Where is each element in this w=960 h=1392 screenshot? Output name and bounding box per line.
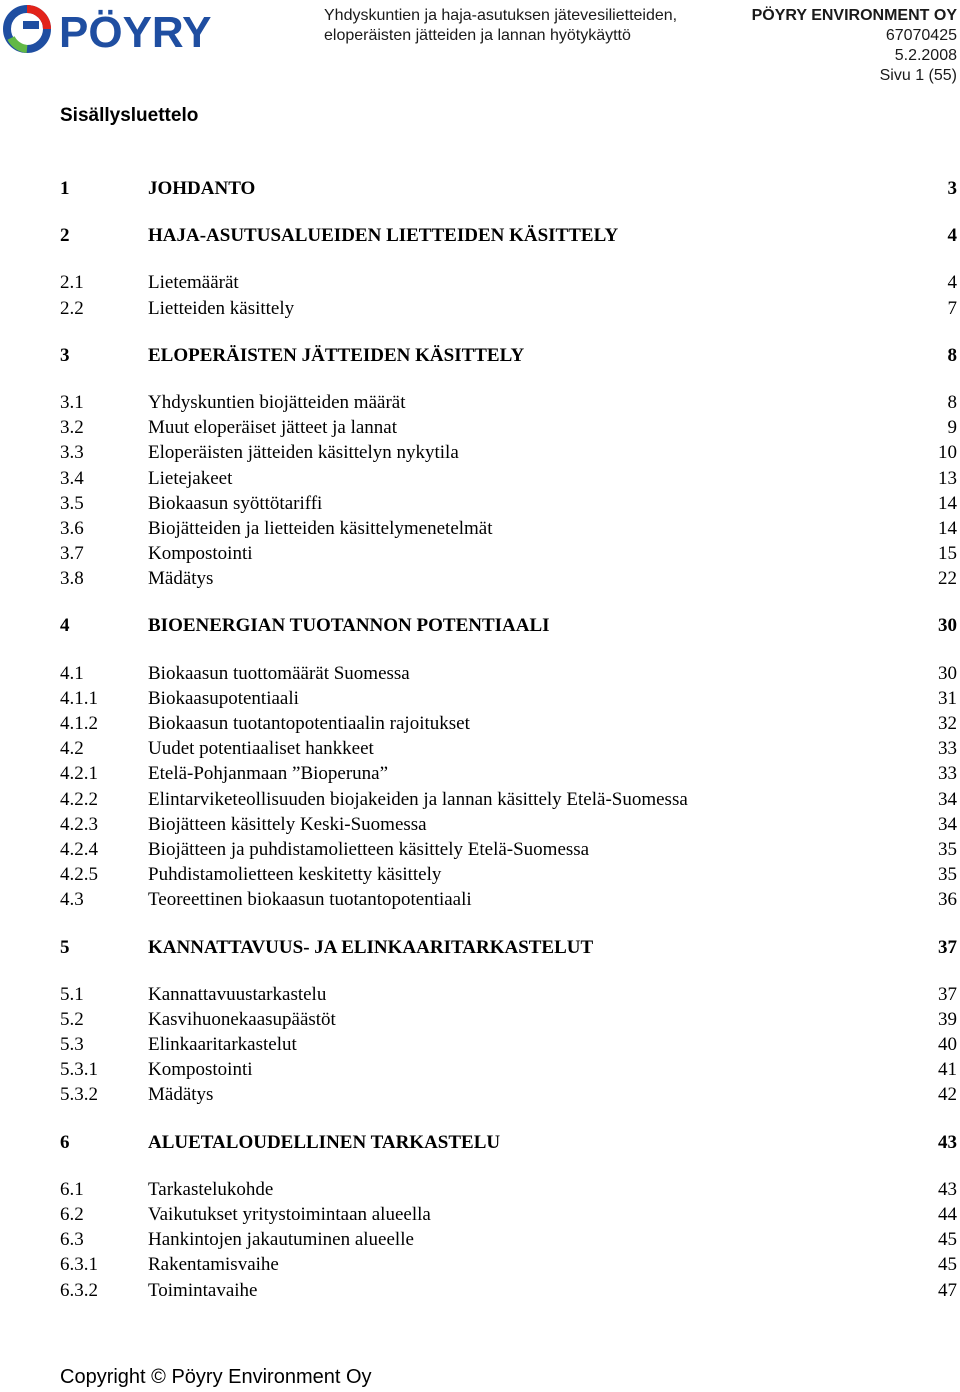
toc-section-entry[interactable] [60, 466, 957, 491]
logo-wordmark: PÖYRY [59, 8, 212, 54]
toc-entry-num: 5.3.2 [60, 1084, 98, 1106]
toc-entry-page: 37 [938, 983, 957, 1005]
toc-entry-page: 9 [947, 417, 957, 439]
toc-entry-title: Biokaasun tuottomäärät Suomessa [148, 662, 410, 684]
toc-entry-title: Etelä-Pohjanmaan ”Bioperuna” [148, 763, 389, 785]
toc-entry-page: 43 [938, 1131, 957, 1153]
toc-entry-page: 15 [938, 543, 957, 565]
toc-entry-num: 4.1.1 [60, 687, 98, 709]
toc-heading: Sisällysluettelo [60, 105, 199, 126]
toc-entry-num: 5 [60, 936, 70, 958]
toc-entry-page: 33 [938, 763, 957, 785]
toc-entry-title: Biojätteen ja puhdistamolietteen käsittely Etelä-Suomessa [148, 838, 590, 860]
toc-entry-title: Lietemäärät [148, 272, 239, 294]
toc-entry-title: Biojätteen käsittely Keski-Suomessa [148, 813, 427, 835]
toc-entry-page: 3 [947, 178, 957, 199]
toc-entry-title: Biokaasun syöttötariffi [148, 492, 323, 514]
toc-chapter-entry[interactable] [60, 1130, 957, 1155]
toc-entry-title: ALUETALOUDELLINEN TARKASTELU [148, 1131, 501, 1153]
toc-entry-page: 39 [938, 1008, 957, 1030]
toc-section-entry[interactable] [60, 1177, 957, 1202]
document-date: 5.2.2008 [894, 47, 957, 64]
poyry-logo [3, 4, 243, 54]
toc-entry-num: 4.2.2 [60, 788, 98, 810]
toc-section-entry[interactable] [60, 736, 957, 761]
toc-entry-num: 4.1 [60, 662, 84, 684]
toc-entry-num: 5.2 [60, 1008, 84, 1030]
toc-entry-page: 35 [938, 838, 957, 860]
toc-section-entry[interactable] [60, 787, 957, 812]
toc-entry-page: 35 [938, 864, 957, 886]
toc-chapter-entry[interactable] [60, 176, 957, 201]
toc-entry-num: 3.6 [60, 517, 84, 539]
header-meta [752, 6, 957, 86]
toc-entry-title: Vaikutukset yritystoimintaan alueella [148, 1204, 431, 1225]
toc-entry-title: Teoreettinen biokaasun tuotantopotentiaali [148, 889, 472, 911]
toc-entry-title: Toimintavaihe [148, 1279, 258, 1301]
toc-entry-num: 1 [60, 178, 70, 199]
toc-entry-title: Uudet potentiaaliset hankkeet [148, 738, 374, 760]
toc-section-entry[interactable] [60, 686, 957, 711]
toc-entry-page: 33 [938, 738, 957, 760]
toc-entry-page: 36 [938, 889, 957, 911]
toc-entry-num: 2 [60, 225, 70, 247]
toc-entry-title: Eloperäisten jätteiden käsittelyn nykytila [148, 442, 459, 464]
toc-entry-title: Yhdyskuntien biojätteiden määrät [148, 391, 406, 413]
toc-entry-page: 45 [938, 1254, 957, 1276]
toc-entry-page: 14 [938, 517, 957, 539]
toc-entry-title: Kompostointi [148, 543, 253, 565]
toc-entry-title: Kompostointi [148, 1059, 253, 1081]
document-title-line-1: Yhdyskuntien ja haja-asutuksen jätevesilietteiden, [324, 7, 678, 24]
toc-entry-page: 42 [938, 1084, 957, 1106]
toc-section-entry[interactable] [60, 566, 957, 591]
toc-entry-title: Muut eloperäiset jätteet ja lannat [148, 417, 398, 439]
toc-entry-num: 6 [60, 1131, 70, 1153]
toc-entry-num: 4.2.5 [60, 864, 98, 886]
poyry-logo-mark [3, 4, 243, 54]
toc-section-entry[interactable] [60, 661, 957, 686]
toc-entry-page: 8 [947, 344, 957, 366]
toc-entry-num: 3 [60, 344, 70, 366]
toc-entry-num: 6.3.1 [60, 1254, 98, 1276]
toc-entry-title: KANNATTAVUUS- JA ELINKAARITARKASTELUT [148, 936, 594, 958]
toc-chapter-entry[interactable] [60, 343, 957, 368]
toc-entry-page: 7 [947, 297, 957, 319]
toc-section-entry[interactable] [60, 491, 957, 516]
toc-entry-num: 2.1 [60, 272, 84, 294]
toc-entry-page: 4 [947, 225, 957, 247]
toc-chapter-entry[interactable] [60, 613, 957, 638]
toc-entry-title: JOHDANTO [148, 178, 256, 199]
toc-entry-page: 34 [938, 813, 957, 835]
toc-entry-num: 3.1 [60, 391, 84, 413]
toc-entry-page: 44 [938, 1204, 957, 1225]
toc-entry-page: 32 [938, 713, 957, 734]
toc-section-entry[interactable] [60, 1007, 957, 1032]
toc-entry-num: 4.2 [60, 738, 84, 760]
project-number: 67070425 [885, 27, 957, 44]
toc-section-entry[interactable] [60, 1252, 957, 1277]
toc-entry-num: 5.3 [60, 1034, 84, 1056]
toc-entry-num: 6.1 [60, 1178, 84, 1200]
toc-entry-num: 6.2 [60, 1204, 84, 1225]
toc-chapter-entry[interactable] [60, 935, 957, 960]
toc-section-entry[interactable] [60, 1082, 957, 1107]
toc-entry-page: 4 [947, 272, 957, 294]
toc-entry-title: Tarkastelukohde [148, 1178, 274, 1200]
copyright-footer: Copyright © Pöyry Environment Oy [60, 1366, 372, 1388]
toc-entry-num: 3.4 [60, 467, 84, 489]
toc-entry-page: 37 [938, 936, 957, 958]
toc-entry-title: Mädätys [148, 568, 214, 590]
company-name: PÖYRY ENVIRONMENT OY [751, 7, 957, 24]
toc-entry-page: 41 [938, 1059, 957, 1081]
toc-entry-title: Biokaasun tuotantopotentiaalin rajoitukset [148, 713, 470, 734]
toc-section-entry[interactable] [60, 1278, 957, 1303]
toc-entry-title: BIOENERGIAN TUOTANNON POTENTIAALI [148, 615, 550, 637]
toc-section-entry[interactable] [60, 516, 957, 541]
toc-section-entry[interactable] [60, 837, 957, 862]
toc-entry-page: 22 [938, 568, 957, 590]
toc-section-entry[interactable] [60, 1057, 957, 1082]
toc-section-entry[interactable] [60, 270, 957, 295]
toc-section-entry[interactable] [60, 296, 957, 321]
toc-entry-num: 2.2 [60, 297, 84, 319]
toc-entry-title: Kasvihuonekaasupäästöt [148, 1008, 336, 1030]
toc-entry-num: 3.7 [60, 543, 84, 565]
document-title [324, 6, 677, 46]
toc-entry-title: Elinkaaritarkastelut [148, 1034, 297, 1056]
toc-entry-num: 4.2.1 [60, 763, 98, 785]
toc-entry-page: 43 [938, 1178, 957, 1200]
toc-entry-page: 30 [938, 615, 957, 637]
toc-section-entry[interactable] [60, 1202, 957, 1227]
toc-entry-num: 6.3.2 [60, 1279, 98, 1301]
toc-entry-page: 40 [938, 1034, 957, 1056]
toc-entry-title: ELOPERÄISTEN JÄTTEIDEN KÄSITTELY [148, 344, 525, 366]
toc-entry-title: Mädätys [148, 1084, 214, 1106]
toc-entry-page: 14 [938, 492, 957, 514]
toc-entry-title: Lietejakeet [148, 467, 233, 489]
toc-entry-num: 4.2.3 [60, 813, 98, 835]
toc-section-entry[interactable] [60, 982, 957, 1007]
toc-section-entry[interactable] [60, 887, 957, 912]
toc-section-entry[interactable] [60, 711, 957, 736]
toc-entry-num: 6.3 [60, 1229, 84, 1251]
page-number: Sivu 1 (55) [879, 67, 957, 84]
toc-section-entry[interactable] [60, 1227, 957, 1252]
toc-section-entry[interactable] [60, 761, 957, 786]
toc-entry-title: HAJA-ASUTUSALUEIDEN LIETTEIDEN KÄSITTELY [148, 225, 619, 247]
toc-entry-page: 13 [938, 467, 957, 489]
toc-entry-title: Elintarviketeollisuuden biojakeiden ja lannan käsittely Etelä-Suomessa [148, 788, 688, 810]
toc-entry-page: 10 [938, 442, 957, 464]
toc-entry-num: 4.1.2 [60, 713, 98, 734]
toc-entry-title: Hankintojen jakautuminen alueelle [148, 1229, 414, 1251]
toc-section-entry[interactable] [60, 415, 957, 440]
toc-section-entry[interactable] [60, 1032, 957, 1057]
toc-section-entry[interactable] [60, 440, 957, 465]
document-title-line-2: eloperäisten jätteiden ja lannan hyötykäyttö [324, 27, 631, 44]
toc-chapter-entry[interactable] [60, 223, 957, 248]
toc-section-entry[interactable] [60, 862, 957, 887]
toc-entry-page: 8 [947, 391, 957, 413]
toc-entry-page: 31 [938, 687, 957, 709]
toc-entry-num: 5.3.1 [60, 1059, 98, 1081]
toc-entry-num: 3.5 [60, 492, 84, 514]
toc-entry-page: 45 [938, 1229, 957, 1251]
toc-entry-title: Rakentamisvaihe [148, 1254, 279, 1276]
toc-section-entry[interactable] [60, 812, 957, 837]
toc-entry-num: 3.8 [60, 568, 84, 590]
toc-entry-num: 5.1 [60, 983, 84, 1005]
toc-section-entry[interactable] [60, 541, 957, 566]
toc-entry-num: 4.2.4 [60, 838, 98, 860]
toc-entry-num: 3.2 [60, 417, 84, 439]
toc-entry-num: 4 [60, 615, 70, 637]
toc-entry-page: 47 [938, 1279, 957, 1301]
table-of-contents [60, 176, 957, 1303]
toc-entry-title: Biojätteiden ja lietteiden käsittelymenetelmät [148, 517, 493, 539]
toc-entry-title: Biokaasupotentiaali [148, 687, 299, 709]
toc-entry-page: 34 [938, 788, 957, 810]
toc-entry-num: 4.3 [60, 889, 84, 911]
toc-section-entry[interactable] [60, 390, 957, 415]
toc-entry-title: Kannattavuustarkastelu [148, 983, 327, 1005]
toc-entry-page: 30 [938, 662, 957, 684]
toc-entry-title: Puhdistamolietteen keskitetty käsittely [148, 864, 442, 886]
toc-entry-title: Lietteiden käsittely [148, 297, 295, 319]
toc-entry-num: 3.3 [60, 442, 84, 464]
